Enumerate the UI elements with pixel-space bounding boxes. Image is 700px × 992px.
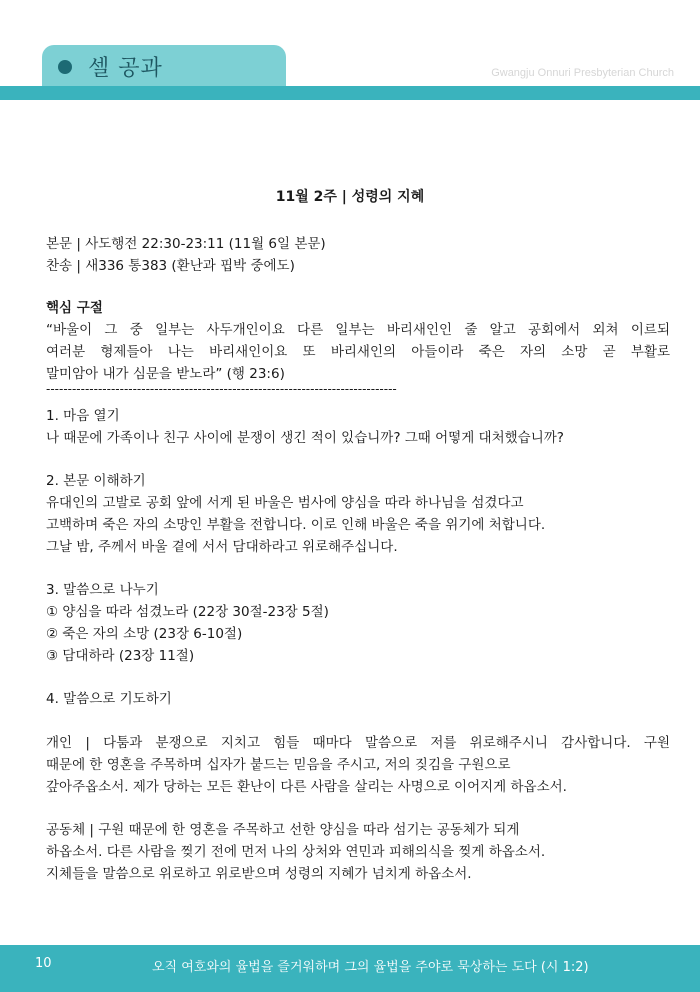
hymn-line: 찬송 | 새336 통383 (환난과 핍박 중에도)	[46, 258, 295, 274]
key-verse-line: “바울이 그 중 일부는 사두개인이요 다른 일부는 바리새인인 줄 알고 공회에서 외쳐 이르되	[46, 322, 670, 338]
bullet-dot-icon	[58, 60, 72, 74]
section-2-line: 고백하며 죽은 자의 소망인 부활을 전합니다. 이로 인해 바울은 죽을 위기에 처합니다.	[46, 517, 546, 533]
footer-bar	[0, 945, 700, 992]
header-bar	[0, 86, 700, 100]
key-verse-label: 핵심 구절	[46, 300, 103, 316]
section-4-title: 4. 말씀으로 기도하기	[46, 691, 172, 707]
passage-line: 본문 | 사도행전 22:30-23:11 (11월 6일 본문)	[46, 236, 326, 252]
section-2-title: 2. 본문 이해하기	[46, 473, 146, 489]
section-3-item: ② 죽은 자의 소망 (23장 6-10절)	[46, 626, 243, 642]
church-name: Gwangju Onnuri Presbyterian Church	[491, 67, 674, 79]
prayer-personal-line: 갚아주옵소서. 제가 당하는 모든 환난이 다른 사람을 살리는 사명으로 이어지게 하옵소서.	[46, 779, 567, 795]
key-verse-line: 여러분 형제들아 나는 바리새인이요 또 바리새인의 아들이라 죽은 자의 소망 곧 부활로	[46, 344, 670, 360]
section-title: 셀 공과	[88, 56, 163, 81]
key-verse-line: 말미암아 내가 심문을 받노라” (행 23:6)	[46, 366, 285, 382]
section-2-line: 그날 밤, 주께서 바울 곁에 서서 담대하라고 위로해주십니다.	[46, 539, 398, 555]
section-3-item: ① 양심을 따라 섬겼노라 (22장 30절-23장 5절)	[46, 604, 329, 620]
section-1-title: 1. 마음 열기	[46, 408, 120, 424]
section-1-line: 나 때문에 가족이나 친구 사이에 분쟁이 생긴 적이 있습니까? 그때 어떻게 대처했습니까?	[46, 430, 564, 446]
prayer-community-line: 지체들을 말씀으로 위로하고 위로받으며 성령의 지혜가 넘치게 하옵소서.	[46, 866, 472, 882]
prayer-community-line: 공동체 | 구원 때문에 한 영혼을 주목하고 선한 양심을 따라 섬기는 공동체가 되게	[46, 822, 520, 838]
lesson-heading: 11월 2주 | 성령의 지혜	[275, 189, 425, 205]
section-2-line: 유대인의 고발로 공회 앞에 서게 된 바울은 범사에 양심을 따라 하나님을 섬겼다고	[46, 495, 524, 511]
prayer-personal-line: 때문에 한 영혼을 주목하며 십자가 붙드는 믿음을 주시고, 저의 짖김을 구원으로	[46, 757, 511, 773]
prayer-community-line: 하옵소서. 다른 사람을 찢기 전에 먼저 나의 상처와 연민과 피해의식을 찢게 하옵소서.	[46, 844, 546, 860]
section-3-item: ③ 담대하라 (23장 11절)	[46, 648, 195, 664]
page-number: 10	[35, 956, 52, 971]
footer-verse: 오직 여호와의 율법을 즐거워하며 그의 율법을 주야로 묵상하는 도다 (시 1:2)	[152, 960, 589, 975]
section-3-title: 3. 말씀으로 나누기	[46, 582, 159, 598]
divider: ---------------------------------------------------------------------------------	[46, 382, 397, 396]
header-tab	[42, 45, 286, 89]
prayer-personal-line: 개인 | 다툼과 분쟁으로 지치고 힘들 때마다 말씀으로 저를 위로해주시니 감사합니다. 구원	[46, 735, 670, 751]
